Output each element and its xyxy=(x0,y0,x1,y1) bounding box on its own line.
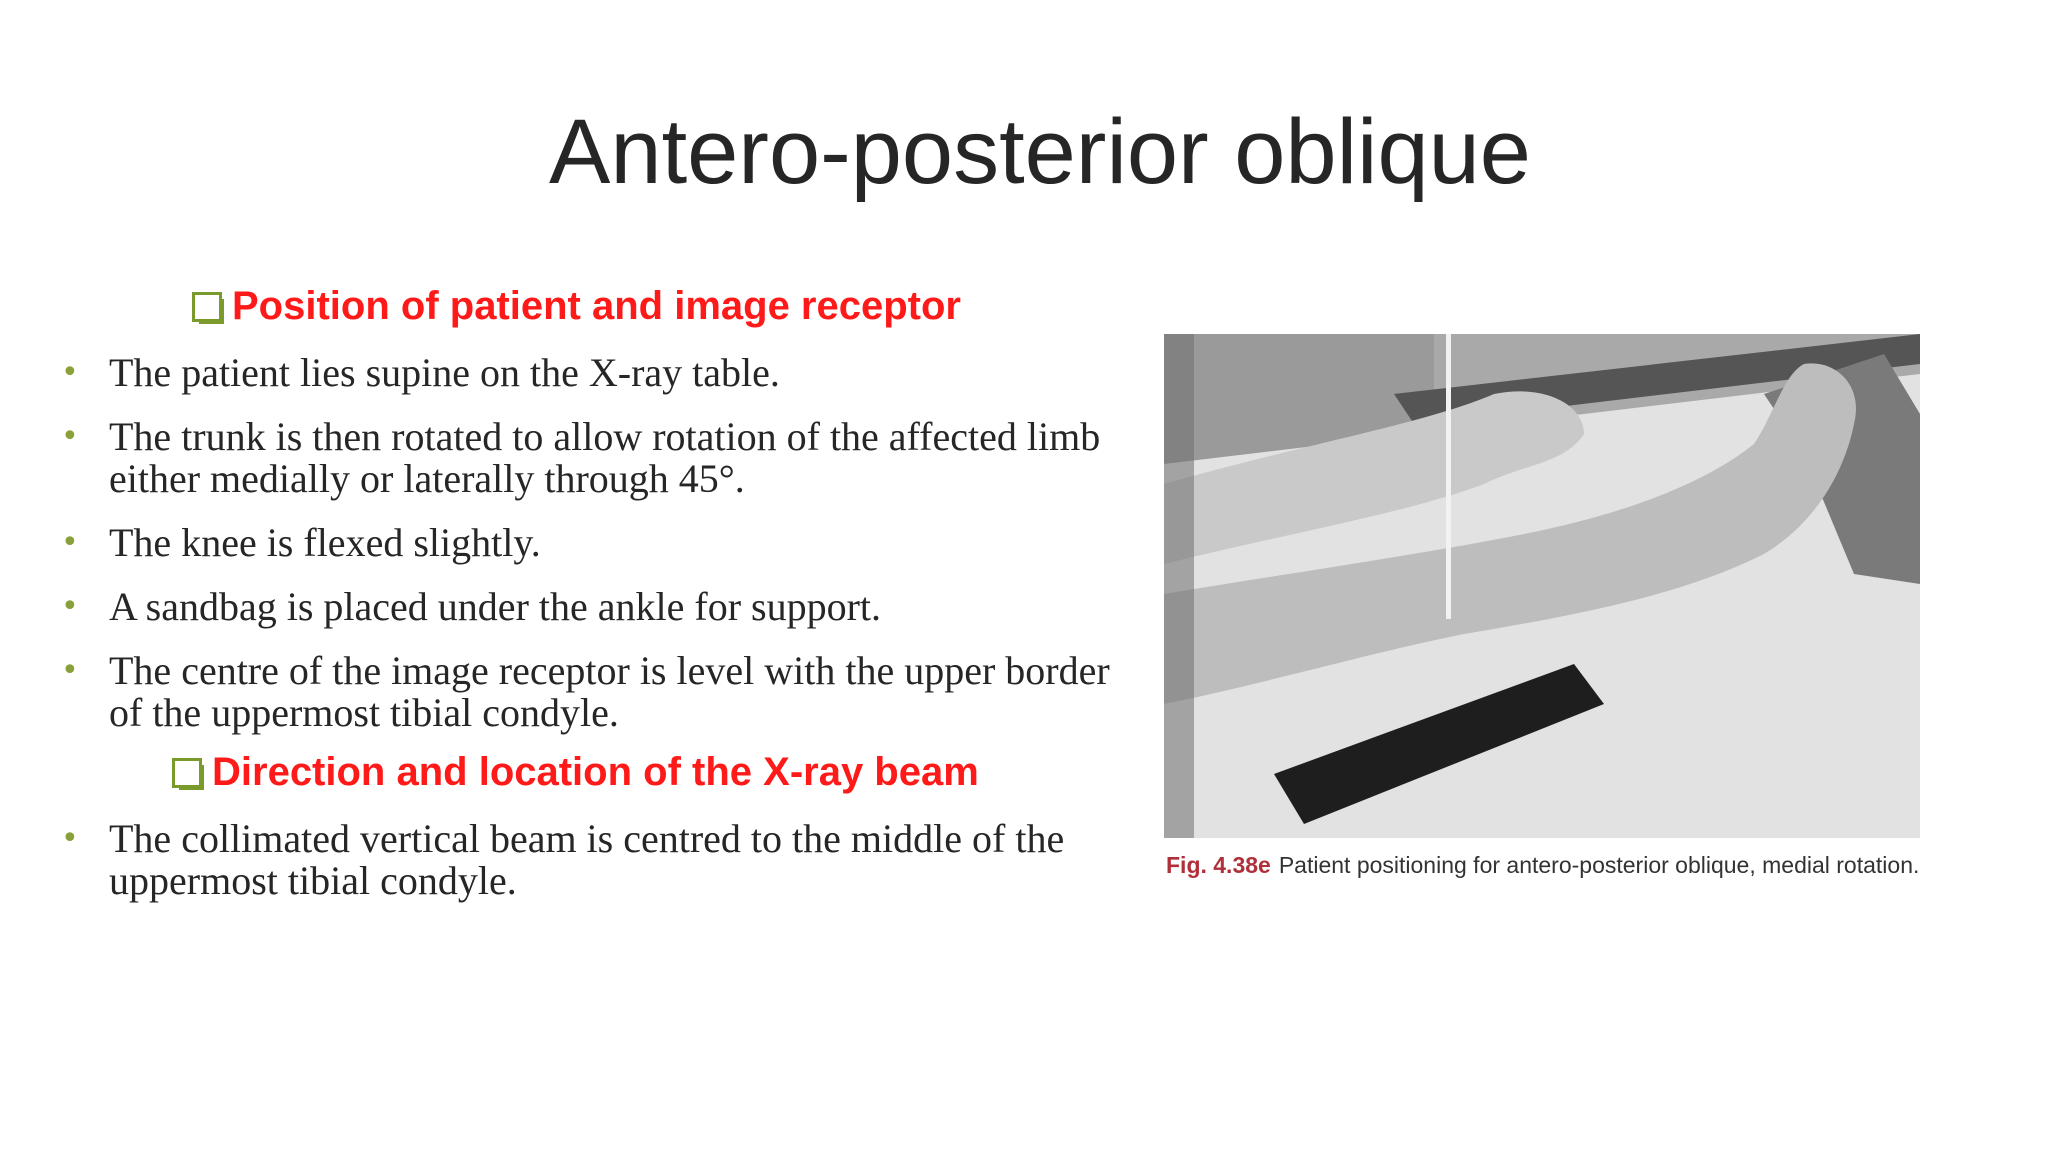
slide-title: Antero-posterior oblique xyxy=(549,101,1531,203)
bullet-text: The trunk is then rotated to allow rotation of the affected limb either medially or laterally through 45°. xyxy=(109,414,1101,501)
patient-positioning-photo xyxy=(1164,334,1920,838)
bullet-list-beam xyxy=(55,818,1145,924)
section-heading-label: Direction and location of the X-ray beam xyxy=(212,750,979,794)
bullet-text: The patient lies supine on the X-ray table. xyxy=(109,350,780,395)
bullet-dot-icon: • xyxy=(61,525,79,560)
bullet-text: The centre of the image receptor is level with the upper border of the uppermost tibial condyle. xyxy=(109,648,1110,735)
bullet-dot-icon: • xyxy=(61,653,79,688)
bullet-text: The knee is flexed slightly. xyxy=(109,520,541,565)
bullet-dot-icon: • xyxy=(61,355,79,390)
section-heading-label: Position of patient and image receptor xyxy=(232,284,961,328)
bullet-item xyxy=(55,586,1145,628)
bullet-item xyxy=(55,650,1145,734)
bullet-item xyxy=(55,818,1145,902)
bullet-text: The collimated vertical beam is centred to the middle of the uppermost tibial condyle. xyxy=(109,816,1065,903)
section-heading-position xyxy=(190,284,961,329)
bullet-dot-icon: • xyxy=(61,589,79,624)
figure-caption xyxy=(1166,852,1919,879)
figure-label: Fig. 4.38e xyxy=(1166,852,1271,878)
bullet-item xyxy=(55,416,1145,500)
bullet-item xyxy=(55,352,1145,394)
bullet-list-position xyxy=(55,352,1145,756)
section-heading-beam xyxy=(170,750,979,795)
bullet-item xyxy=(55,522,1145,564)
checkbox-icon xyxy=(170,756,204,790)
figure-caption-text: Patient positioning for antero-posterior oblique, medial rotation. xyxy=(1278,852,1920,878)
bullet-text: A sandbag is placed under the ankle for support. xyxy=(109,584,882,629)
bullet-dot-icon: • xyxy=(61,419,79,454)
checkbox-icon xyxy=(190,290,224,324)
bullet-dot-icon: • xyxy=(61,821,79,856)
